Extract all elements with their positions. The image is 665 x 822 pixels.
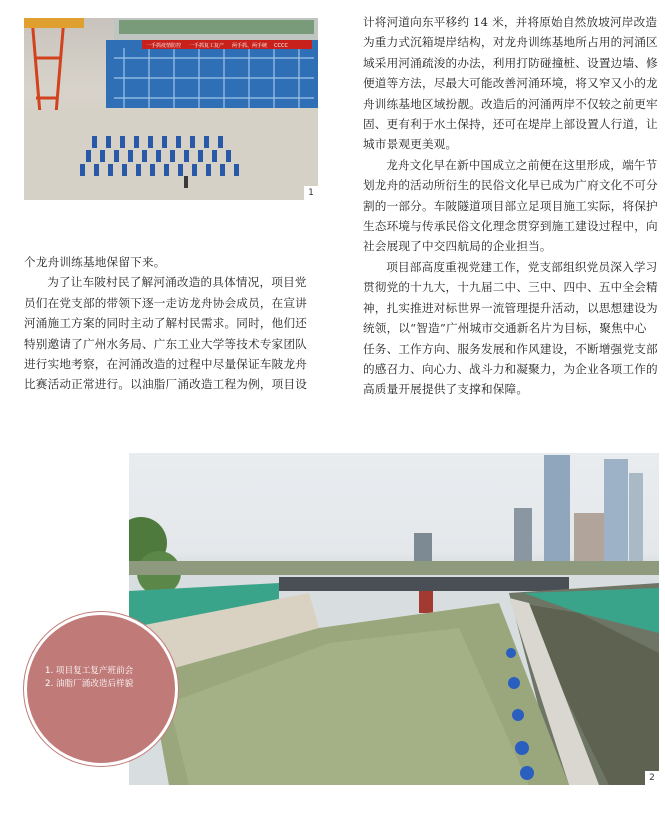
banner-text: 一手抓疫情防控 [146,43,182,49]
right-text-column [363,12,658,400]
paragraph: 项目部高度重视党建工作，党支部组织党员深入学习贯彻党的十九大，十九届二中、三中、四中、五中全会精神，扎实推进对标世界一流管理提升活动，以思想建设为统领，以“智造”广州城市交通新名片为目标，聚焦中心任务、工作方向、服务发展和作风建设，不断增强党支部的感召力、向心力、战斗力和凝聚力，为企业各项工作的高质量开展提供了支撑和保障。 [363,259,658,397]
caption-list [45,665,133,691]
canal-illustration [129,453,659,785]
paragraph: 龙舟文化早在新中国成立之前便在这里形成，端午节划龙舟的活动所衍生的民俗文化早已成为广府文化不可分割的一部分。车陂隧道项目部立足项目施工实际，将保护生态环境与传承民俗文化理念贯穿到施工建设过程中，向社会展现了中交四航局的企业担当。 [363,157,658,254]
photo-number: 1 [304,186,318,200]
left-text-column [24,252,318,395]
caption-item: 1. 项目复工复产班前会 [45,666,134,676]
banner-text: CCCC [274,43,288,49]
caption-item: 2. 油脂厂涌改造后样貌 [45,679,134,689]
photo-renovated-canal [129,453,659,785]
site-meeting-illustration [24,18,318,200]
banner-text: 一手抓复工复产 [189,43,225,49]
photo-number: 2 [645,771,659,785]
photo-site-meeting [24,18,318,200]
paragraph: 为了让车陂村民了解河涌改造的具体情况，项目党员们在党支部的带领下逐一走访龙舟协会成员，在宣讲河涌施工方案的同时主动了解村民需求。同时，他们还特别邀请了广州水务局、广东工业大学等技术专家团队进行实地考察，在河涌改造的过程中尽量保证车陂龙舟比赛活动正常进行。以油脂厂涌改造工程为例，项目设 [24,275,308,392]
caption-circle [24,612,178,766]
paragraph: 个龙舟训练基地保留下来。 [24,255,166,269]
paragraph: 计将河道向东平移约 14 米，并将原始自然放坡河岸改造为重力式沉箱堤岸结构，对龙舟训练基地所占用的河涌区域采用河涌疏浚的办法，利用打防碰撞桩、设置边墙、修便道等方法，尽最大可能改善河涌环境，将又窄又小的龙舟训练基地区域扮靓。改造后的河涌两岸不仅较之前更牢固、更有利于水土保持，还可在堤岸上部设置人行道，让城市景观更美观。 [363,15,658,152]
banner-text: 两手抓、两手硬 [232,43,268,49]
